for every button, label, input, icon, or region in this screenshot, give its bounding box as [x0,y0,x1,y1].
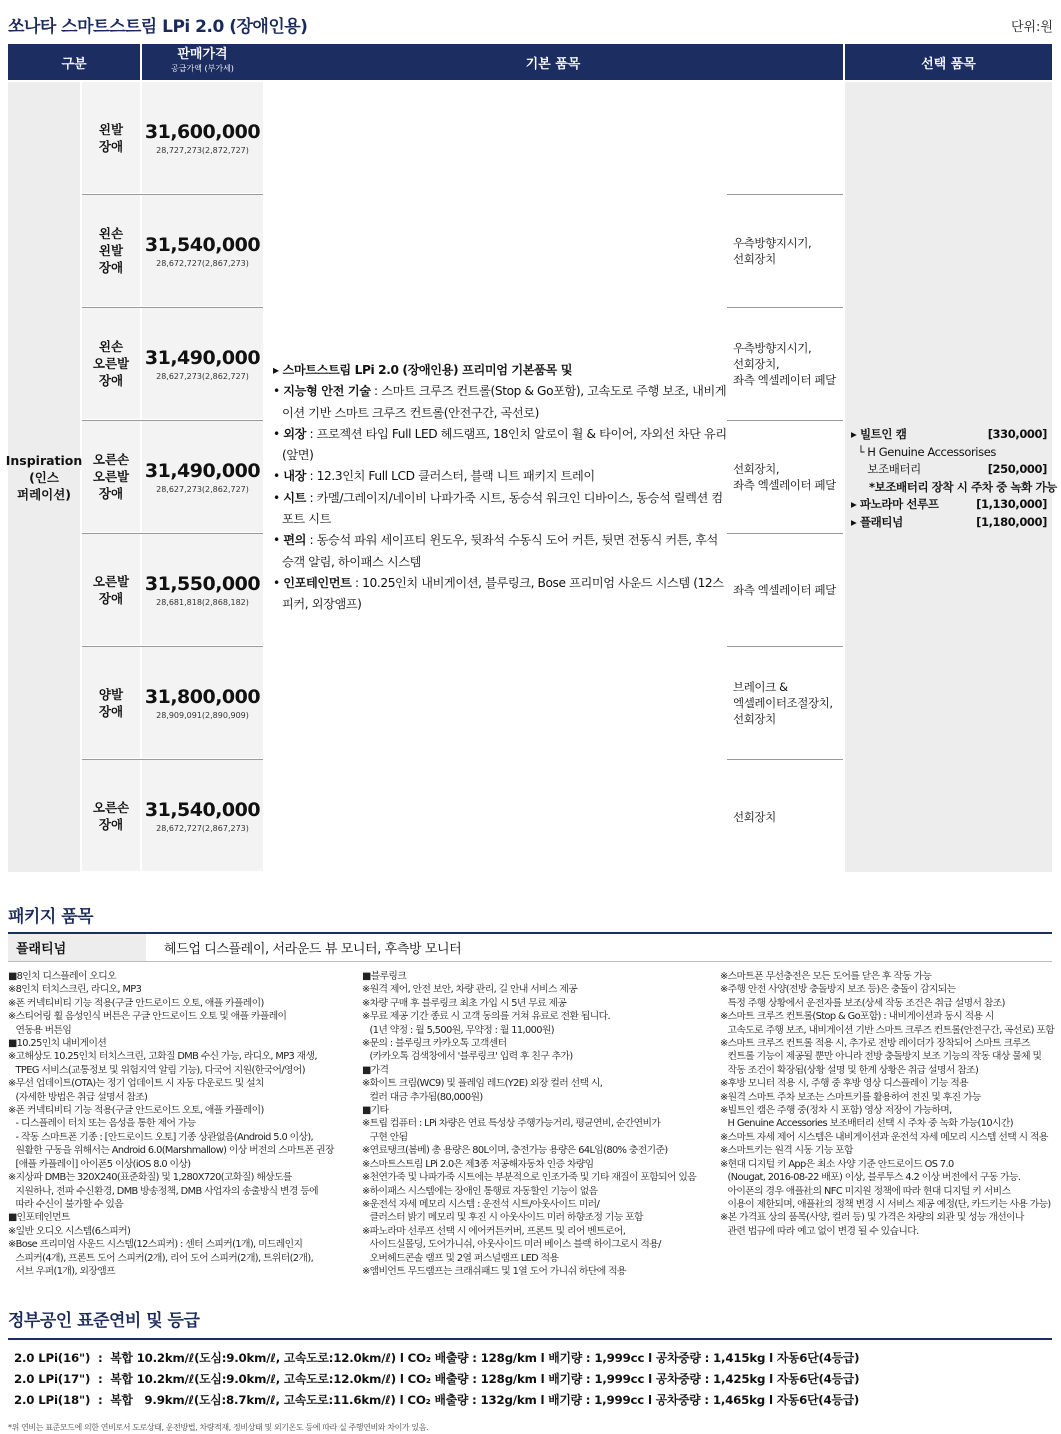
price-value: 31,600,000 [144,120,261,143]
row-option: 선회장치 [733,809,776,824]
row-option: 브레이크 & 엑셀레이터조절장치, 선회장치 [727,647,843,760]
price-supply: 28,909,091(2,890,909) [156,710,249,720]
base-item: • 시트 : 카멜/그레이지/네이비 나파가죽 시트, 동승석 워크인 디바이스, 동승석 릴렉션 컴포트 시트 [273,490,723,527]
base-head: ▸ 스마트스트림 LPi 2.0 (장애인용) 프리미엄 기본품목 및 [273,363,573,377]
row-option: 우측방향지시기, 선회장치 [727,195,843,308]
fuel-title: 정부공인 표준연비 및 등급 [8,1311,200,1331]
base-item: • 내장 : 12.3인치 Full LCD 클러스터, 블랙 니트 패키지 트레이 [273,469,595,484]
price-cell [142,534,263,645]
grade-label: 왼발 장애 [82,82,140,193]
grade-label: 오른손 장애 [82,760,140,871]
select-items [845,82,1057,872]
package-name: 플래티넘 [8,934,146,961]
select-item: └ H Genuine Accessorises [851,444,996,459]
grade-label: 왼손 왼발 장애 [82,195,140,306]
footnote: *위 연비는 표준모드에 의한 연비로서 도로상태, 운전방법, 차량적재, 정비상태 및 외기온도 등에 따라 실 주행연비와 차이가 있음. [8,1423,429,1432]
header-category: 구분 [8,44,140,80]
fuel-list [8,1338,1052,1411]
price-value: 31,490,000 [144,459,261,482]
trim-name: Inspiration (인스 퍼레이션) [8,82,80,872]
price-supply: 28,681,818(2,868,182) [156,597,249,607]
row-option [727,82,843,195]
price-supply: 28,627,273(2,862,727) [156,484,249,494]
header-price: 판매가격 공급가액 (부가세) [142,44,263,80]
select-item: ▸ 파노라마 선루프 [1,130,000] [851,497,1047,511]
price-cell [142,760,263,871]
base-item: • 지능형 안전 기술 : 스마트 크루즈 컨트롤(Stop & Go포함), 고속도로 주행 보조, 내비게이션 기반 스마트 크루즈 컨트롤(안전구간, 곡선로) [273,384,727,420]
price-supply: 28,672,727(2,867,273) [156,823,249,833]
price-cell [142,647,263,758]
price-cell [142,308,263,419]
price-value: 31,550,000 [144,572,261,595]
grade-label: 양발 장애 [82,647,140,758]
fuel-row: 2.0 LPi(17") : 복합 10.2km/ℓ(도심:9.0km/ℓ, 고속도로:12.0km/ℓ) l CO₂ 배출량 : 128g/km l 배기량 : 1,999cc l 공차중량 : 1,425kg l 자동6단(4등급) [14,1372,860,1386]
grade-label: 오른손 오른발 장애 [82,421,140,532]
price-value: 31,800,000 [144,685,261,708]
price-supply: 28,672,727(2,867,273) [156,258,249,268]
header-base: 기본 품목 [263,44,843,80]
page-title: 쏘나타 스마트스트림 LPi 2.0 (장애인용) [8,17,308,37]
select-item: ▸ 빌트인 캠 [330,000] [851,427,1047,441]
notes-col1: ■8인치 디스플레이 오디오 ※8인치 터치스크린, 라디오, MP3 ※폰 커넥티비티 기능 적용(구글 안드로이드 오토, 애플 카플레이) ※스티어링 휠 음성인식 버튼은 구글 안드로이드 오토 및 애플 카플레이 연동용 버튼임 ■10.25인치 내비게이션 ※고해상도 10.25인치 터치스크린, 고화질 DMB 수신 가능, 라디오, MP3 재생, TPEG 서비스(교통정보 및 위험지역 알림 기능), 다국어 지원(한국어/영어) ※무선 업데이트(OTA)는 정기 업데이트 시 자동 다운로드 및 설치 (자세한 방법은 취급 설명서 참조) ※폰 커넥티비티 기능 적용(구글 안드로이드 오토, 애플 카플레이) - 디스플레이 터치 또는 음성을 통한 제어 가능 - 작동 스마트폰 기종 : [안드로이드 오토] 기종 상관없음(Android 5.0 이상), 원활한 구동을 위해서는 Android 6.0(Marshmallow) 이상 버전의 스마트폰 권장 [애플 카플레이] 아이폰5 이상(iOS 8.0 이상) ※지상파 DMB는 320X240(표준화질) 및 1,280X720(고화질) 해상도를 지원하나, 전파 수신환경, DMB 방송정책, DMB 사업자의 송출방식 변경 등에 따라 수신이 불가할 수 있음 ■인포테인먼트 ※일반 오디오 시스템(6스피커) ※Bose 프리미엄 사운드 시스템(12스피커) : 센터 스피커(1개), 미드레인지 스피커(4개), 프론트 도어 스피커(2개), 리어 도어 스피커(2개), 트위터(2개), 서브 우퍼(1개), 외장앰프 [8,971,334,1277]
row-option: 좌측 엑셀레이터 페달 [727,534,843,647]
notes-col3: ※스마트폰 무선충전은 모든 도어를 닫은 후 작동 가능 ※주행 안전 사양(전방 충돌방지 보조 등)은 충돌이 감지되는 특정 주행 상황에서 운전자를 보조(상세 작동 조건은 취급 설명서 참조) ※스마트 크루즈 컨트롤(Stop & Go포함) : 내비게이션과 동시 적용 시 고속도로 주행 보조, 내비게이션 기반 스마트 크루즈 컨트롤(안전구간, 곡선로) 포함 ※스마트 크루즈 컨트롤 적용 시, 추가로 전방 레이더가 장착되어 스마트 크루즈 컨트롤 기능이 제공될 뿐만 아니라 전방 충돌방지 보조 기능의 작동 대상 물체 및 작동 조건이 확장됨(상황 설명 및 한계 상황은 취급 설명서 참조) ※후방 모니터 적용 시, 주행 중 후방 영상 디스플레이 기능 적용 ※원격 스마트 주차 보조는 스마트키를 활용하여 전진 및 후진 가능 ※빌트인 캠은 주행 중(정차 시 포함) 영상 저장이 가능하며, H Genuine Accessories 보조배터리 선택 시 주차 중 녹화 가능(10시간) ※스마트 자세 제어 시스템은 내비게이션과 운전석 자세 메모리 시스템 선택 시 적용 ※스마트키는 원격 시동 기능 포함 ※현대 디지털 키 App은 최소 사양 기준 안드로이드 OS 7.0 (Nougat, 2016-08-22 배포) 이상, 블루투스 4.2 이상 버전에서 구동 가능. 아이폰의 경우 애플社의 NFC 미지원 정책에 따라 현대 디지털 키 서비스 이용이 제한되며, 애플社의 정책 변경 시 서비스 제공 예정(단, 카드키는 사용 가능) ※본 가격표 상의 품목(사양, 컬러 등) 및 가격은 차량의 외관 및 성능 개선이나 관련 법규에 따라 예고 없이 변경 될 수 있습니다. [720,971,1055,1237]
price-value: 31,490,000 [144,346,261,369]
grade-label: 오른발 장애 [82,534,140,645]
select-item: 보조배터리 [250,000] [851,462,1047,476]
price-supply: 28,727,273(2,872,727) [156,145,249,155]
base-item: • 인포테인먼트 : 10.25인치 내비게이션, 블루링크, Bose 프리미엄 사운드 시스템 (12스피커, 외장앰프) [273,575,724,612]
fuel-row: 2.0 LPi(16") : 복합 10.2km/ℓ(도심:9.0km/ℓ, 고속도로:12.0km/ℓ) l CO₂ 배출량 : 128g/km l 배기량 : 1,999cc l 공차중량 : 1,415kg l 자동6단(4등급) [14,1351,860,1365]
package-row [8,932,1052,962]
select-item: ▸ 플래티넘 [1,180,000] [851,514,1047,529]
header-select: 선택 품목 [845,44,1052,80]
select-item: *보조배터리 장착 시 주차 중 녹화 가능 [851,479,1057,494]
notes-col2: ■블루링크 ※원격 제어, 안전 보안, 차량 관리, 길 안내 서비스 제공 ※차량 구매 후 블루링크 최초 가입 시 5년 무료 제공 ※무료 제공 기간 종료 시 고객 동의를 거쳐 유료로 전환 됩니다. (1년 약정 : 월 5,500원, 무약정 : 월 11,000원) ※문의 : 블루링크 카카오톡 고객센터 (카카오톡 검색창에서 '블루링크' 입력 후 친구 추가) ■가격 ※화이트 크림(WC9) 및 플레임 레드(Y2E) 외장 컬러 선택 시, 컬러 대금 추가됨(80,000원) ■기타 ※트립 컴퓨터 : LPi 차량은 연료 특성상 주행가능거리, 평균연비, 순간연비가 구현 안됨 ※연료탱크(봄베) 총 용량은 80L이며, 충전가능 용량은 64L임(80% 충전기준) ※스마트스트림 LPi 2.0은 제3종 저공해자동차 인증 차량임 ※천연가죽 및 나파가죽 시트에는 부분적으로 인조가죽 및 기타 재질이 포함되어 있음 ※하이패스 시스템에는 장애인 통행료 자동할인 기능이 없음 ※운전석 자세 메모리 시스템 : 운전석 시트/아웃사이드 미러/ 클러스터 밝기 메모리 및 후진 시 아웃사이드 미러 하향조정 기능 포함 ※파노라마 선루프 선택 시 에어커튼커버, 프론트 및 리어 벤트로어, 사이드실몰딩, 도어가니쉬, 아웃사이드 미러 베이스 블랙 하이그로시 적용/ 오버헤드콘솔 램프 및 2열 퍼스널램프 LED 적용 ※앰비언트 무드램프는 크래쉬패드 및 1열 도어 가니쉬 하단에 적용 [362,971,697,1277]
base-items [263,82,727,872]
price-cell [142,195,263,306]
fuel-row: 2.0 LPi(18") : 복합 9.9km/ℓ(도심:8.7km/ℓ, 고속도로:11.6km/ℓ) l CO₂ 배출량 : 132g/km l 배기량 : 1,999cc l 공차중량 : 1,465kg l 자동6단(4등급) [14,1393,860,1407]
package-items: 헤드업 디스플레이, 서라운드 뷰 모니터, 후측방 모니터 [164,942,462,957]
row-option: 우측방향지시기, 선회장치, 좌측 엑셀레이터 페달 [727,308,843,421]
price-supply: 28,627,273(2,862,727) [156,371,249,381]
package-title: 패키지 품목 [8,907,94,927]
unit-label: 단위:원 [1010,20,1053,35]
base-item: • 편의 : 동승석 파워 세이프티 윈도우, 뒷좌석 수동식 도어 커튼, 뒷면 전동식 커튼, 후석 승객 알림, 하이패스 시스템 [273,533,718,569]
price-value: 31,540,000 [144,233,261,256]
base-item: • 외장 : 프로젝션 타입 Full LED 헤드램프, 18인치 알로이 휠 & 타이어, 자외선 차단 유리(앞면) [273,426,727,463]
price-cell [142,82,263,193]
price-cell [142,421,263,532]
grade-label: 왼손 오른발 장애 [82,308,140,419]
price-value: 31,540,000 [144,798,261,821]
row-option: 선회장치, 좌측 엑셀레이터 페달 [727,421,843,534]
